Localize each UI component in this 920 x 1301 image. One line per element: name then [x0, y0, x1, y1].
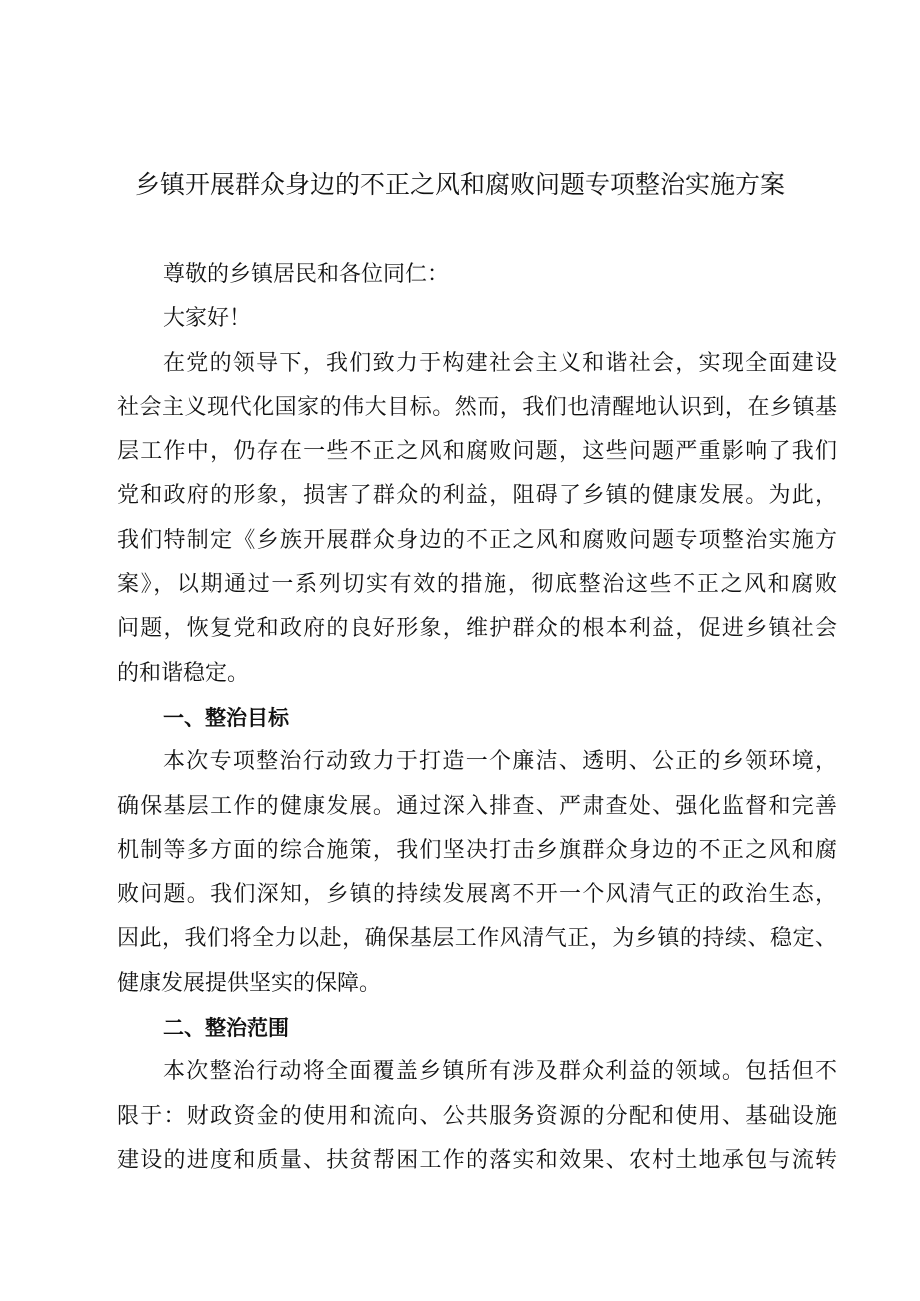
scope-paragraph — [117, 1050, 837, 1183]
paragraph-line: 健康发展提供坚实的保障。 — [117, 970, 382, 996]
paragraph-line: 社会主义现代化国家的伟大目标。然而，我们也清醒地认识到，在乡镇基 — [117, 394, 837, 420]
paragraph-line: 本次专项整治行动致力于打造一个廉洁、透明、公正的乡领环境， — [163, 749, 837, 775]
paragraph-line: 层工作中，仍存在一些不正之风和腐败问题，这些问题严重影响了我们 — [117, 439, 837, 465]
paragraph-line: 的和谐稳定。 — [117, 660, 250, 686]
paragraph-line: 机制等多方面的综合施策，我们坚决打击乡旗群众身边的不正之风和腐 — [117, 837, 837, 863]
section-heading-goals: 一、整治目标 — [163, 705, 289, 730]
paragraph-line: 我们特制定《乡族开展群众身边的不正之风和腐败问题专项整治实施方 — [117, 527, 837, 553]
greeting: 尊敬的乡镇居民和各位同仁： — [163, 262, 450, 287]
paragraph-line: 败问题。我们深知，乡镇的持续发展离不开一个风清气正的政治生态， — [117, 882, 837, 908]
paragraph-line: 案》，以期通过一系列切实有效的措施，彻底整治这些不正之风和腐败 — [117, 572, 837, 598]
paragraph-line: 建设的进度和质量、扶贫帮困工作的落实和效果、农村土地承包与流转 — [117, 1147, 837, 1173]
paragraph-line: 党和政府的形象，损害了群众的利益，阻碍了乡镇的健康发展。为此， — [117, 483, 837, 509]
intro-paragraph — [117, 342, 837, 696]
document-body — [117, 253, 837, 1183]
paragraph-line: 问题，恢复党和政府的良好形象，维护群众的根本利益，促进乡镇社会 — [117, 616, 837, 642]
section-heading-scope: 二、整治范围 — [163, 1016, 289, 1041]
document-title: 乡镇开展群众身边的不正之风和腐败问题专项整治实施方案 — [134, 170, 785, 199]
goals-paragraph — [117, 740, 837, 1006]
paragraph-line: 本次整治行动将全面覆盖乡镇所有涉及群众利益的领域。包括但不 — [163, 1059, 837, 1085]
paragraph-line: 确保基层工作的健康发展。通过深入排查、严肃查处、强化监督和完善 — [117, 793, 837, 819]
paragraph-line: 在党的领导下，我们致力于构建社会主义和谐社会，实现全面建设 — [163, 350, 837, 376]
salutation: 大家好！ — [163, 306, 252, 332]
paragraph-line: 限于：财政资金的使用和流向、公共服务资源的分配和使用、基础设施 — [117, 1103, 837, 1129]
paragraph-line: 因此，我们将全力以赴，确保基层工作风清气正，为乡镇的持续、稳定、 — [117, 926, 837, 952]
